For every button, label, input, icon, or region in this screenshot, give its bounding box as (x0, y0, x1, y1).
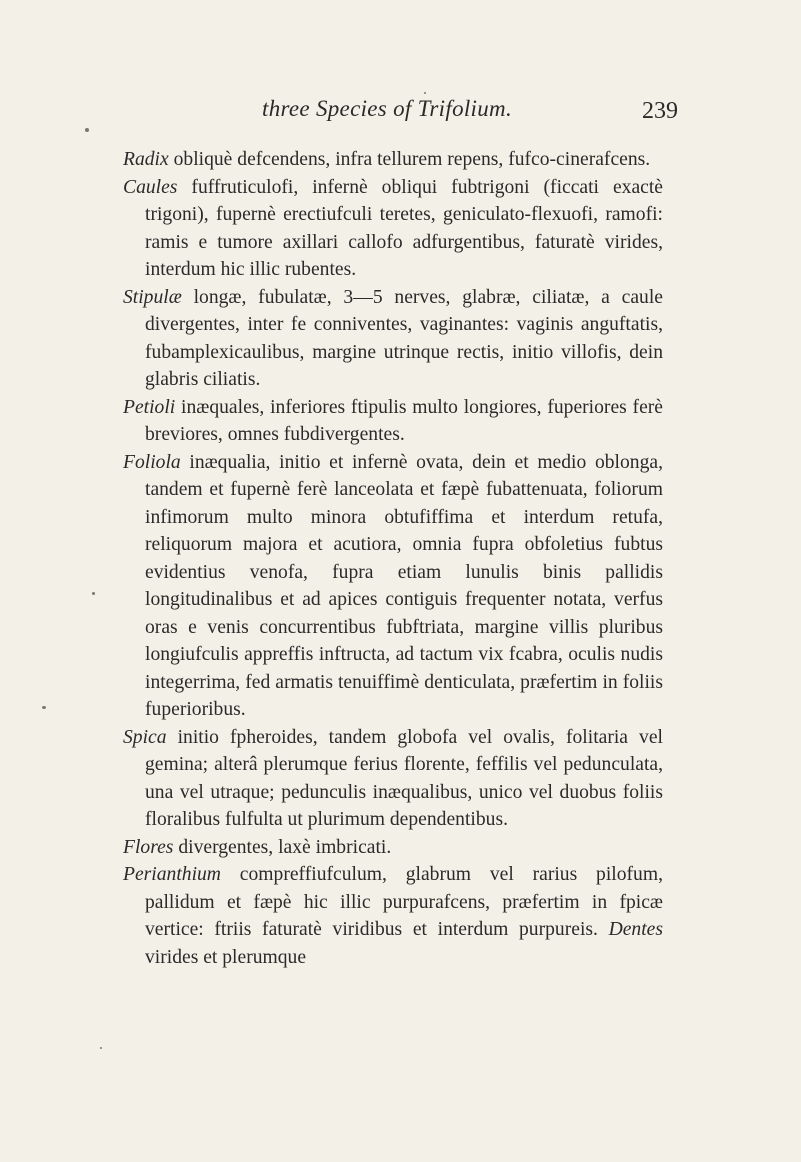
paragraph-text: longæ, fubulatæ, 3—5 nerves, glabræ, ciliatæ, a caule divergentes, inter fe conniventes, vaginantes: vaginis anguftatis, fubamplexicaulibus, margine utrinque rectis, initio villofis, dein glabris ciliatis. (145, 286, 663, 390)
paragraph-text-dentes: virides et plerumque (145, 946, 307, 968)
running-head: three Species of Trifolium. (262, 96, 513, 121)
paragraph-stipulae (123, 284, 663, 394)
paragraph-spica (123, 724, 663, 834)
paragraph-text: compreffiufculum, glabrum vel rarius pilofum, pallidum et fæpè hic illic purpurafcens, præfertim in fpicæ vertice: ftriis faturatè viridibus et interdum purpureis. (145, 864, 663, 940)
body-text (123, 146, 663, 971)
paper-speck (424, 92, 426, 94)
term-label: Caules (123, 176, 178, 198)
page-number: 239 (642, 98, 678, 124)
paragraph-text: obliquè defcendens, infra tellurem repens, fufco-cinerafcens. (168, 149, 651, 170)
term-label: Stipulæ (123, 286, 182, 308)
paragraph-text: divergentes, laxè imbricati. (173, 836, 392, 858)
paper-speck (85, 128, 89, 132)
term-label: Foliola (123, 451, 181, 473)
paragraph-petioli (123, 394, 663, 449)
paragraph-text: inæquales, inferiores ftipulis multo longiores, fuperiores ferè breviores, omnes fubdivergentes. (145, 396, 663, 445)
term-label: Radix (123, 149, 169, 170)
paragraph-text: inæqualia, initio et infernè ovata, dein et medio oblonga, tandem et fupernè ferè lanceolata et fæpè fubattenuata, foliorum infimorum multo minora obtufiffima et interdum retufa, reliquorum majora et acutiora, omnia fupra obfoletius fubtus evidentius venofa, fupra etiam lunulis binis pallidis longitudinalibus et ad apices contiguis frequenter notata, verfus oras e venis concurrentibus fubftriata, margine villis pluribus longiufculis appreffis inftructa, ad tactum vix fcabra, oculis nudis integerrima, fed armatis tenuiffimè denticulata, præfertim in foliis fuperioribus. (145, 451, 663, 720)
paragraph-caules (123, 174, 663, 284)
page-header (0, 96, 801, 136)
paragraph-perianthium (123, 861, 663, 971)
term-label: Spica (123, 726, 167, 748)
paper-speck (42, 706, 46, 709)
term-label: Petioli (123, 396, 176, 418)
paragraph-text: fuffruticulofi, infernè obliqui fubtrigoni (ficcati exactè trigoni), fupernè erectiufculi teretes, geniculato-flexuofi, ramofi: ramis e tumore axillari callofo adfurgentibus, faturatè virides, interdum hic illic rubentes. (145, 176, 663, 280)
term-label: Flores (123, 836, 174, 858)
paragraph-radix (123, 146, 663, 174)
paragraph-text: initio fpheroides, tandem globofa vel ovalis, folitaria vel gemina; alterâ plerumque ferius florente, feffilis vel pedunculata, una vel utraque; pedunculis inæqualibus, unico vel duobus foliis floralibus fulfulta ut plurimum dependentibus. (145, 726, 663, 830)
paragraph-foliola (123, 449, 663, 724)
paragraph-flores (123, 834, 663, 862)
paper-speck (100, 1047, 102, 1049)
term-label: Perianthium (123, 864, 221, 885)
paper-speck (92, 592, 95, 595)
term-label-dentes: Dentes (608, 919, 663, 940)
